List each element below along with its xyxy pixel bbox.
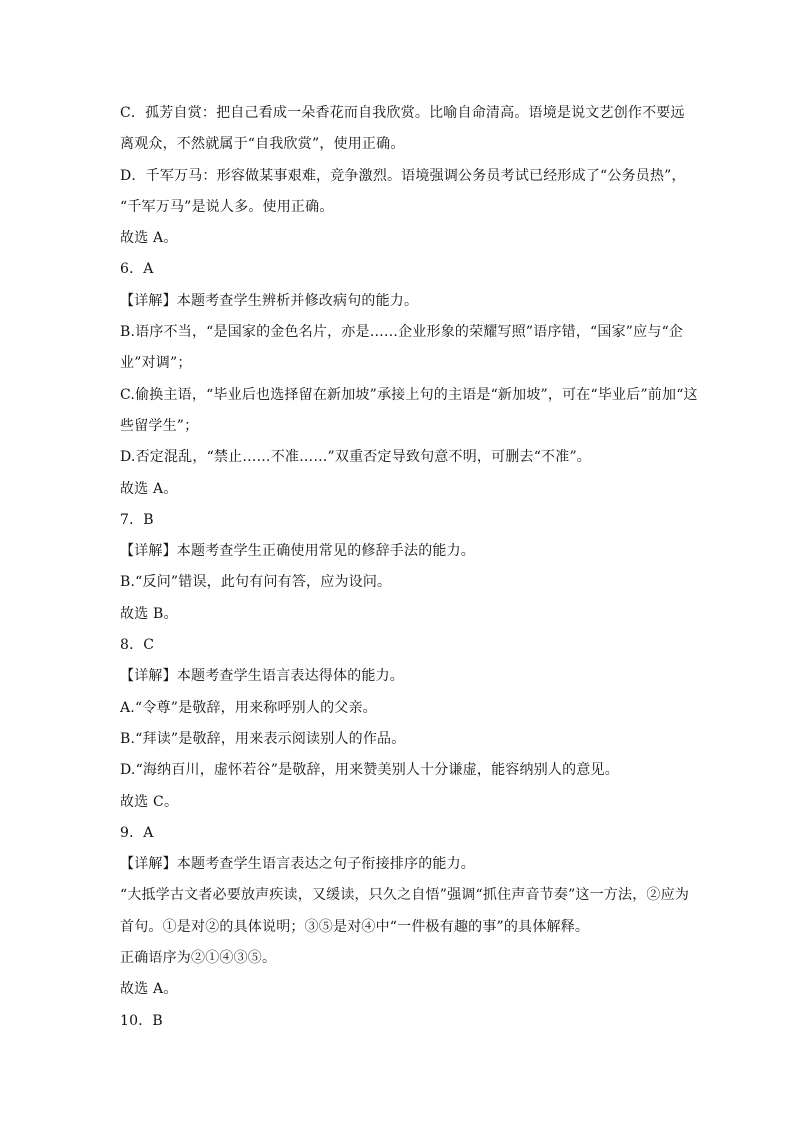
explanation-heading: 【详解】本题考查学生语言表达之句子衔接排序的能力。 [120, 856, 475, 873]
question-answer-9: 9．A [120, 824, 154, 841]
answer-conclusion: 故选 A。 [120, 480, 178, 497]
text-line: D．千军万马：形容做某事艰难，竞争激烈。语境强调公务员考试已经形成了“公务员热”， [120, 167, 686, 184]
question-answer-10: 10．B [120, 1012, 163, 1029]
text-line: C.偷换主语，“毕业后也选择留在新加坡”承接上句的主语是“新加坡”，可在“毕业后”前加“这 [120, 386, 698, 403]
text-line: 正确语序为②①④③⑤。 [120, 950, 277, 967]
question-answer-7: 7．B [120, 511, 154, 528]
text-line: 业”对调”； [120, 355, 192, 372]
text-line: C．孤芳自赏：把自己看成一朵香花而自我欣赏。比喻自命清高。语境是说文艺创作不要远 [120, 105, 685, 121]
text-line: 离观众，不然就属于“自我欣赏”，使用正确。 [120, 136, 405, 153]
question-answer-6: 6．A [120, 261, 154, 278]
answer-text-block [120, 98, 698, 1037]
answer-conclusion: 故选 A。 [120, 230, 178, 247]
text-line: D.否定混乱，“禁止……不准……”双重否定导致句意不明，可删去“不准”。 [120, 449, 592, 466]
text-line: B.“拜读”是敬辞，用来表示阅读别人的作品。 [120, 730, 406, 747]
explanation-heading: 【详解】本题考查学生正确使用常见的修辞手法的能力。 [120, 543, 475, 560]
explanation-heading: 【详解】本题考查学生语言表达得体的能力。 [120, 668, 404, 685]
text-line: 首句。①是对②的具体说明；③⑤是对④中“一件极有趣的事”的具体解释。 [120, 918, 590, 935]
answer-conclusion: 故选 C。 [120, 793, 179, 810]
explanation-heading: 【详解】本题考查学生辨析并修改病句的能力。 [120, 292, 419, 309]
answer-conclusion: 故选 A。 [120, 981, 178, 998]
text-line: D.“海纳百川，虚怀若谷”是敬辞，用来赞美别人十分谦虚，能容纳别人的意见。 [120, 762, 619, 779]
text-line: “大抵学古文者必要放声疾读，又缓读，只久之自悟”强调“抓住声音节奏”这一方法，②应为 [120, 887, 690, 904]
text-line: 些留学生”； [120, 417, 199, 434]
text-line: B.语序不当，“是国家的金色名片，亦是……企业形象的荣耀写照”语序错，“国家”应与“企 [120, 324, 684, 341]
text-line: A.“令尊”是敬辞，用来称呼别人的父亲。 [120, 699, 377, 716]
answer-conclusion: 故选 B。 [120, 605, 178, 622]
text-line: “千军万马”是说人多。使用正确。 [120, 198, 334, 215]
question-answer-8: 8．C [120, 637, 155, 654]
text-line: B.“反问”错误，此句有问有答，应为设问。 [120, 574, 392, 591]
